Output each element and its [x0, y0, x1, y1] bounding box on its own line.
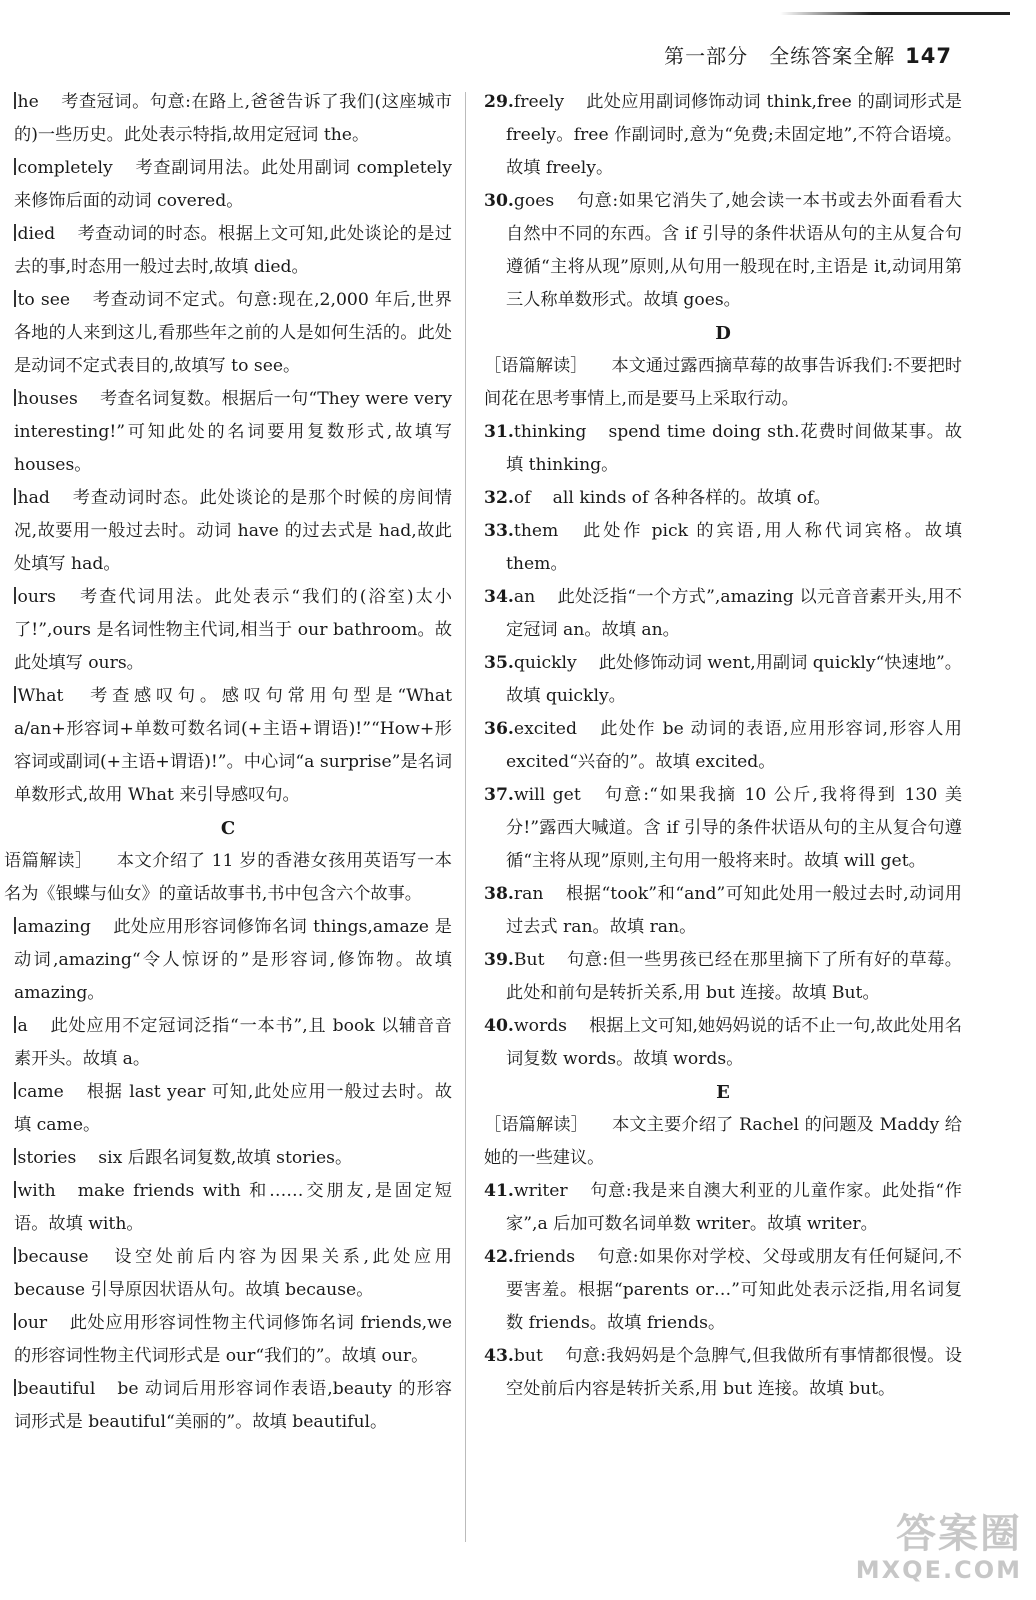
running-header [664, 40, 952, 69]
watermark-logo [832, 1512, 1022, 1592]
answer-item: beautiful be 动词后用形容词作表语,beauty 的形容词形式是 beautiful“美丽的”。故填 beautiful。 [4, 1373, 452, 1439]
answer-item: 34.an 此处泛指“一个方式”,amazing 以元音音素开头,用不定冠词 an。故填 an。 [484, 587, 962, 640]
answer-item: 37.will get 句意:“如果我摘 10 公斤,我将得到 130 美分!”露西大喊道。含 if 引导的条件状语从句的主从复合句遵循“主将从现”原则,主句用一般将来时。故填 will get。 [484, 785, 963, 871]
watermark-url: MXQE.COM [855, 1556, 1022, 1584]
right-column [484, 86, 962, 1406]
answer-item: 41.writer 句意:我是来自澳大利亚的儿童作家。此处指“作家”,a 后加可数名词单数 writer。故填 writer。 [484, 1181, 962, 1234]
answer-item: amazing 此处应用形容词修饰名词 things,amaze 是动词,amazing“令人惊讶的”是形容词,修饰物。故填 amazing。 [4, 911, 452, 1010]
answer-item: 39.But 句意:但一些男孩已经在那里摘下了所有好的草莓。此处和前句是转折关系,用 but 连接。故填 But。 [484, 950, 962, 1003]
passage-intro: ［语篇解读］ 本文通过露西摘草莓的故事告诉我们:不要把时间花在思考事情上,而是要马上采取行动。 [484, 356, 962, 409]
answer-item: 42.friends 句意:如果你对学校、父母或朋友有任何疑问,不要害羞。根据“parents or…”可知此处表示泛指,用名词复数 friends。故填 friends。 [484, 1247, 962, 1333]
passage-intro: ［语篇解读］ 本文主要介绍了 Rachel 的问题及 Maddy 给她的一些建议。 [484, 1115, 962, 1168]
section-heading-d: D [715, 323, 731, 344]
left-column [4, 86, 452, 1439]
answer-item: he 考查冠词。句意:在路上,爸爸告诉了我们(这座城市的)一些历史。此处表示特指,故用定冠词 the。 [4, 86, 452, 152]
answer-item: our 此处应用形容词性物主代词修饰名词 friends,we 的形容词性物主代词形式是 our“我们的”。故填 our。 [4, 1307, 452, 1373]
column-divider [465, 92, 466, 1542]
page-number: 147 [905, 44, 952, 68]
header-rule [780, 12, 1010, 15]
passage-intro: 语篇解读］ 本文介绍了 11 岁的香港女孩用英语写一本名为《银蝶与仙女》的童话故事书,书中包含六个故事。 [4, 851, 452, 904]
answer-item: had 考查动词时态。此处谈论的是那个时候的房间情况,故要用一般过去时。动词 have 的过去式是 had,故此处填写 had。 [4, 482, 452, 581]
answer-item: a 此处应用不定冠词泛指“一本书”,且 book 以辅音音素开头。故填 a。 [4, 1010, 452, 1076]
answer-item: 29.freely 此处应用副词修饰动词 think,free 的副词形式是 freely。free 作副词时,意为“免费;未固定地”,不符合语境。故填 freely。 [484, 92, 962, 178]
answer-item: 30.goes 句意:如果它消失了,她会读一本书或去外面看看大自然中不同的东西。含 if 引导的条件状语从句的主从复合句遵循“主将从现”原则,从句用一般现在时,主语是 it,动词用第三人称单数形式。故填 goes。 [484, 191, 962, 310]
answer-item: 35.quickly 此处修饰动词 went,用副词 quickly“快速地”。故填 quickly。 [484, 653, 962, 706]
answer-item: 32.of all kinds of 各种各样的。故填 of。 [484, 488, 831, 508]
answer-item: 36.excited 此处作 be 动词的表语,应用形容词,形容人用 excited“兴奋的”。故填 excited。 [484, 719, 962, 772]
answer-item: because 设空处前后内容为因果关系,此处应用 because 引导原因状语从句。故填 because。 [4, 1241, 452, 1307]
answer-item: 33.them 此处作 pick 的宾语,用人称代词宾格。故填 them。 [484, 521, 962, 574]
answer-item: with make friends with 和……交朋友,是固定短语。故填 with。 [4, 1175, 452, 1241]
watermark-text: 答案圈 [896, 1511, 1022, 1557]
answer-item: came 根据 last year 可知,此处应用一般过去时。故填 came。 [4, 1076, 452, 1142]
answer-item: houses 考查名词复数。根据后一句“They were very interesting!”可知此处的名词要用复数形式,故填写 houses。 [4, 383, 452, 482]
answer-item: completely 考查副词用法。此处用副词 completely 来修饰后面的动词 covered。 [4, 152, 452, 218]
answer-item: 40.words 根据上文可知,她妈妈说的话不止一句,故此处用名词复数 words。故填 words。 [484, 1016, 962, 1069]
answer-item: 38.ran 根据“took”和“and”可知此处用一般过去时,动词用过去式 ran。故填 ran。 [484, 884, 962, 937]
header-section-title: 第一部分 全练答案全解 [664, 44, 896, 68]
answer-item: 43.but 句意:我妈妈是个急脾气,但我做所有事情都很慢。设空处前后内容是转折关系,用 but 连接。故填 but。 [484, 1346, 962, 1399]
answer-item: died 考查动词的时态。根据上文可知,此处谈论的是过去的事,时态用一般过去时,故填 died。 [4, 218, 452, 284]
answer-item: to see 考查动词不定式。句意:现在,2,000 年后,世界各地的人来到这儿,看那些年之前的人是如何生活的。此处是动词不定式表目的,故填写 to see。 [4, 284, 452, 383]
section-heading-e: E [716, 1082, 730, 1103]
answer-item: stories six 后跟名词复数,故填 stories。 [4, 1142, 452, 1175]
answer-item: 31.thinking spend time doing sth.花费时间做某事。故填 thinking。 [484, 422, 962, 475]
section-heading-c: C [220, 818, 236, 839]
answer-item: What 考查感叹句。感叹句常用句型是“What a/an+形容词+单数可数名词(+主语+谓语)!”“How+形容词或副词(+主语+谓语)!”。中心词“a surprise”是名词单数形式,故用 What 来引导感叹句。 [4, 680, 452, 812]
answer-item: ours 考查代词用法。此处表示“我们的(浴室)太小了!”,ours 是名词性物主代词,相当于 our bathroom。故此处填写 ours。 [4, 581, 452, 680]
